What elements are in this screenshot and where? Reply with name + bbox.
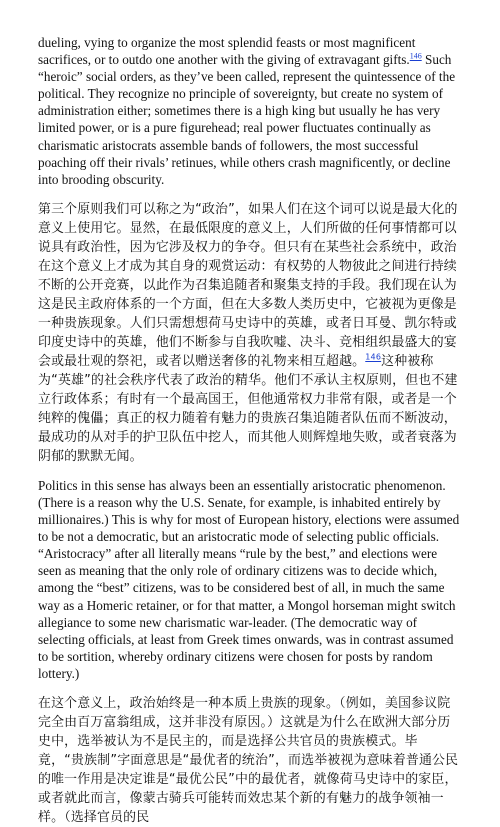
paragraph-text: 这种被称为“英雄”的社会秩序代表了政治的精华。他们不承认主权原则，但也不建立行政体系；有时有一个最高国王，但他通常权力非常有限，或者是一个纯粹的傀儡；真正的权力随着有魅力的贵族召集追随者队伍而不断波动，最成功的从对手的护卫队伍中挖人，而其他人则辉煌地失败，或者衰落为阴郁的默默无闻。	[38, 353, 458, 464]
paragraph-text: Such “heroic” social orders, as they’ve been called, represent the quintessence of the political. They recognize no principle of sovereignty, but create no system of administration either; sometimes there is a high king but usually he has very limited power, or is a pure figurehead; real power fluctuates continually as charismatic aristocrats assemble bands of followers, the most successful poaching off their rivals’ retinues, while others crash magnificently, or decline into brooding obscurity.	[38, 52, 456, 187]
paragraph-text: Politics in this sense has always been an essentially aristocratic phenomenon. (There is a reason why the U.S. Senate, for example, is inhabited entirely by millionaires.) This is why for most of European history, elections were assumed to be not a democratic, but an aristocratic mode of selecting public officials. “Aristocracy” after all literally means “rule by the best,” and elections were seen as meaning that the only role of ordinary citizens was to decide which, among the “best” citizens, was to be considered best of all, in much the same way as a Homeric retainer, or for that matter, a Mongol horseman might switch allegiance to some new charismatic war-leader. (The democratic way of selecting officials, at least from Greek times onwards, was in contrast assumed to be sortition, whereby ordinary citizens were chosen for posts by random lottery.)	[38, 477, 460, 681]
footnote-link[interactable]: 146	[409, 51, 422, 61]
paragraph-english-2	[38, 477, 460, 682]
footnote-link[interactable]: 146	[365, 352, 382, 362]
paragraph-text: dueling, vying to organize the most splendid feasts or most magnificent sacrifices, or to outdo one another with the giving of extravagant gifts.	[38, 35, 416, 68]
paragraph-text: 在这个意义上，政治始终是一种本质上贵族的现象。（例如，美国参议院完全由百万富翁组成，这并非没有原因。）这就是为什么在欧洲大部分历史中，选举被认为不是民主的，而是选择公共官员的贵族模式。毕竟，“贵族制”字面意思是“最优者的统治”，而选举被视为意味着普通公民的唯一作用是决定谁是“最优公民”中的最优者，就像荷马史诗中的家臣，或者就此而言，像蒙古骑兵可能转而效忠某个新的有魅力的战争领袖一样。（选择官员的民	[38, 695, 459, 825]
paragraph-chinese-2	[38, 694, 460, 827]
paragraph-english-1	[38, 34, 460, 188]
paragraph-text: 第三个原则我们可以称之为“政治”，如果人们在这个词可以说是最大化的意义上使用它。显然，在最低限度的意义上，人们所做的任何事情都可以说具有政治性，因为它涉及权力的争夺。但只有在某些社会系统中，政治在这个意义上才成为其自身的观赏运动：有权势的人物彼此之间进行持续不断的公开竞赛，以此作为召集追随者和聚集支持的手段。我们现在认为这是民主政府体系的一个方面，但在大多数人类历史中，它被视为更像是一种贵族现象。人们只需想想荷马史诗中的英雄，或者日耳曼、凯尔特或印度史诗中的英雄，他们不断参与自我吹嘘、决斗、竞相组织最盛大的宴会或最壮观的祭祀，或者以赠送奢侈的礼物来相互超越。	[38, 201, 458, 369]
paragraph-chinese-1	[38, 200, 460, 466]
